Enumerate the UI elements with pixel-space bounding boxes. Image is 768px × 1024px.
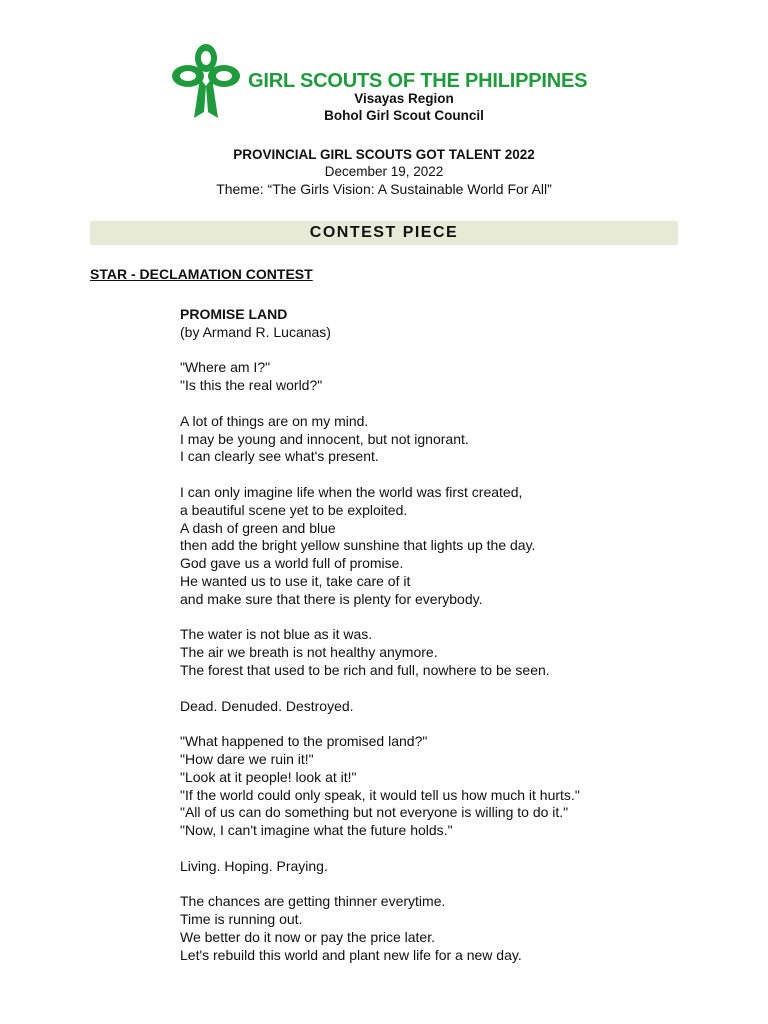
poem-line: God gave us a world full of promise.	[180, 555, 404, 572]
poem-line: then add the bright yellow sunshine that lights up the day.	[180, 537, 536, 554]
org-name: GIRL SCOUTS OF THE PHILIPPINES	[248, 70, 588, 92]
region-name: Visayas Region	[354, 91, 454, 106]
poem-line: "If the world could only speak, it would tell us how much it hurts."	[180, 786, 580, 803]
poem	[180, 306, 740, 964]
poem-line: The chances are getting thinner everytime.	[180, 893, 446, 910]
stanza-gap	[180, 342, 740, 360]
poem-title: PROMISE LAND	[180, 306, 288, 322]
poem-line: The forest that used to be rich and full, nowhere to be seen.	[180, 661, 550, 678]
poem-line: Let's rebuild this world and plant new life for a new day.	[180, 946, 522, 963]
event-date: December 19, 2022	[324, 164, 444, 179]
poem-line: "What happened to the promised land?"	[180, 733, 428, 750]
stanza-gap	[180, 609, 740, 627]
contest-piece-banner: CONTEST PIECE	[90, 221, 678, 245]
poem-author: (by Armand R. Lucanas)	[180, 323, 331, 340]
poem-line: and make sure that there is plenty for everybody.	[180, 590, 483, 607]
event-theme: Theme: “The Girls Vision: A Sustainable World For All”	[216, 181, 552, 197]
council-name: Bohol Girl Scout Council	[324, 108, 484, 123]
poem-line: a beautiful scene yet to be exploited.	[180, 501, 408, 518]
document-header	[0, 0, 768, 130]
stanza-gap	[180, 840, 740, 858]
poem-line: We better do it now or pay the price later.	[180, 928, 435, 945]
poem-line: Time is running out.	[180, 911, 303, 928]
stanza-gap	[180, 715, 740, 733]
poem-line: "Is this the real world?"	[180, 377, 323, 394]
poem-line: A lot of things are on my mind.	[180, 412, 369, 429]
poem-line: "All of us can do something but not everyone is willing to do it."	[180, 804, 569, 821]
poem-line: The air we breath is not healthy anymore.	[180, 644, 438, 661]
poem-line: "Look at it people! look at it!"	[180, 768, 357, 785]
poem-line: Dead. Denuded. Destroyed.	[180, 697, 354, 714]
event-title: PROVINCIAL GIRL SCOUTS GOT TALENT 2022	[233, 147, 535, 162]
poem-line: "Now, I can't imagine what the future holds."	[180, 822, 453, 839]
poem-stanzas	[180, 342, 740, 965]
poem-line: Living. Hoping. Praying.	[180, 857, 328, 874]
stanza-gap	[180, 680, 740, 698]
poem-line: I can clearly see what's present.	[180, 448, 379, 465]
poem-line: "Where am I?"	[180, 359, 271, 376]
poem-line: He wanted us to use it, take care of it	[180, 572, 411, 589]
poem-line: A dash of green and blue	[180, 519, 336, 536]
stanza-gap	[180, 395, 740, 413]
poem-line: I may be young and innocent, but not ignorant.	[180, 430, 469, 447]
stanza-gap	[180, 876, 740, 894]
section-heading: STAR - DECLAMATION CONTEST	[90, 266, 313, 282]
stanza-gap	[180, 466, 740, 484]
poem-line: I can only imagine life when the world was first created,	[180, 483, 523, 500]
poem-line: The water is not blue as it was.	[180, 626, 373, 643]
poem-line: "How dare we ruin it!"	[180, 750, 314, 767]
